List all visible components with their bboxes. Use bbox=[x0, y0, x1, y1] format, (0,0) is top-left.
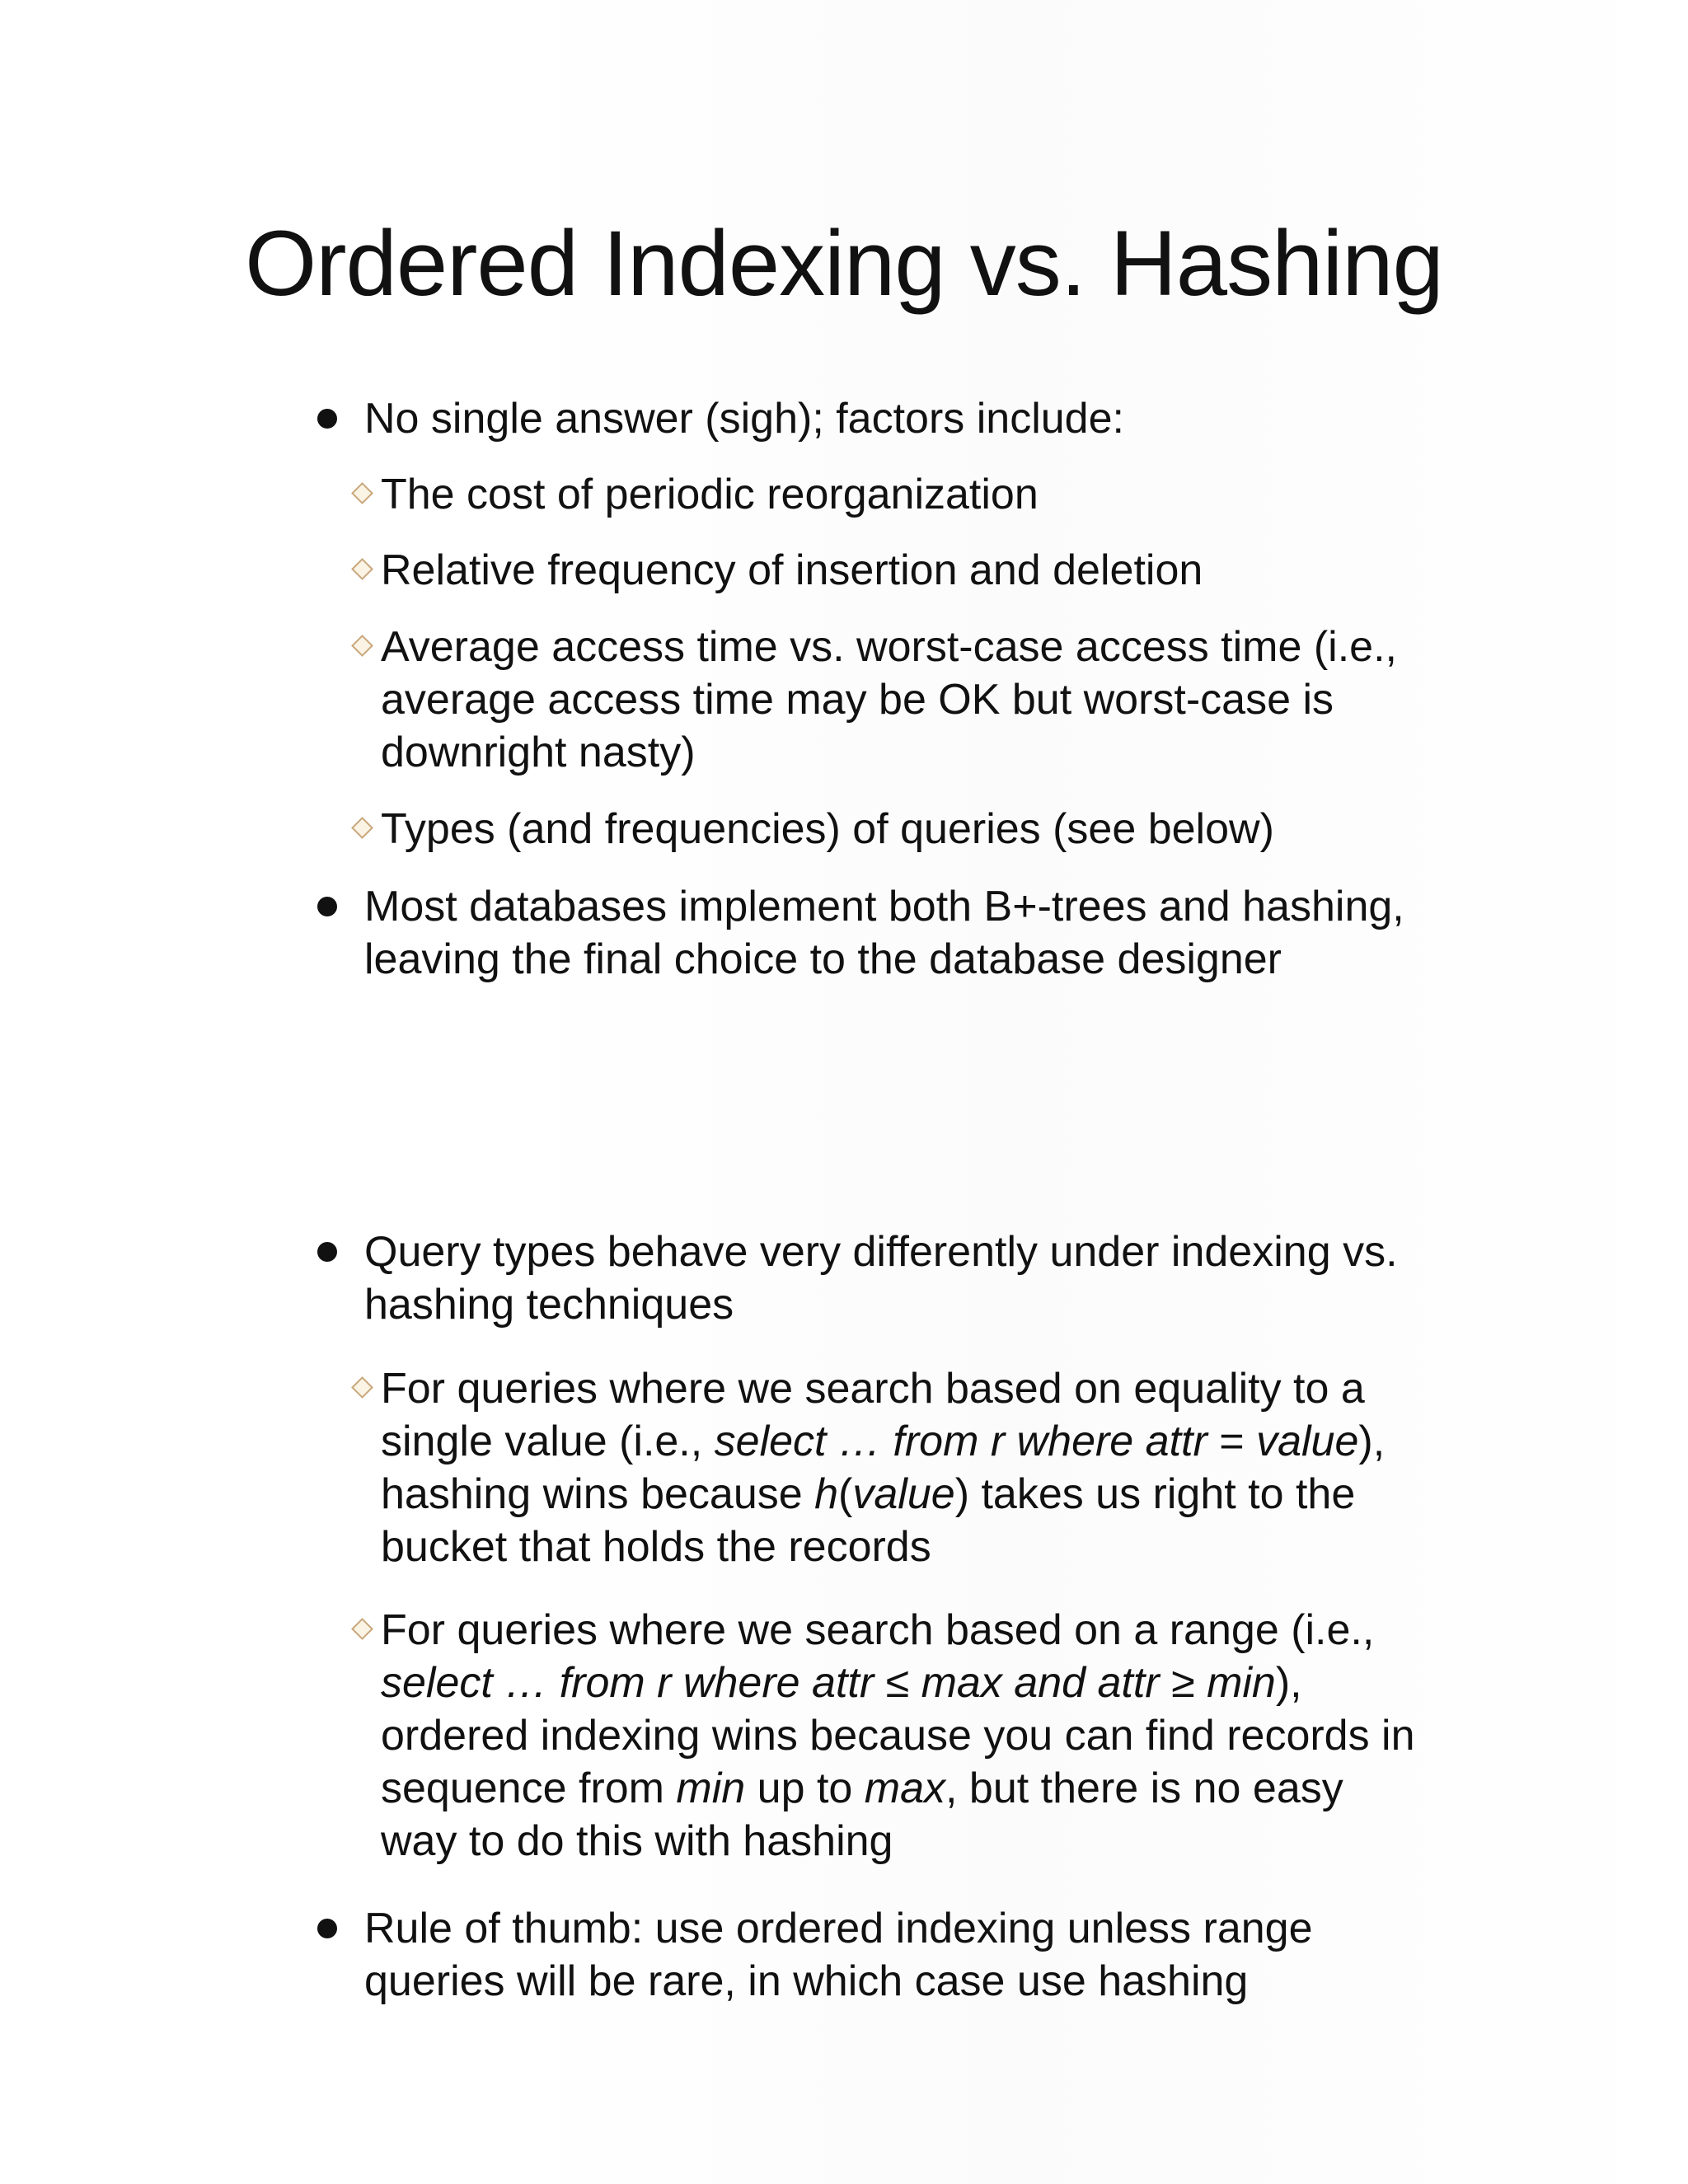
code-italic: value bbox=[1256, 1418, 1359, 1465]
text-run: ( bbox=[838, 1470, 853, 1518]
sub-bullet-line: downright nasty) bbox=[381, 729, 696, 776]
text-run: ≤ bbox=[874, 1659, 921, 1707]
text-run: hashing wins because bbox=[381, 1470, 815, 1518]
code-italic: h bbox=[814, 1470, 839, 1518]
sub-bullet-line: Average access time vs. worst-case access time (i.e., bbox=[381, 623, 1397, 671]
diamond-bullet-icon bbox=[351, 482, 373, 504]
text-run: single value (i.e., bbox=[381, 1418, 715, 1465]
text-run: = bbox=[1207, 1418, 1257, 1465]
text-run: ), bbox=[1275, 1659, 1302, 1707]
sub-bullet-line bbox=[381, 1468, 1419, 1521]
sub-bullet-line bbox=[381, 1415, 1419, 1468]
sub-bullet-access-time bbox=[381, 621, 1419, 779]
sub-bullet-line: For queries where we search based on a range (i.e., bbox=[381, 1606, 1375, 1654]
diamond-bullet-icon bbox=[351, 817, 373, 839]
code-italic: value bbox=[852, 1470, 955, 1518]
sub-bullet-range bbox=[381, 1604, 1419, 1868]
bullet-line: Query types behave very differently under indexing vs. bbox=[364, 1228, 1398, 1276]
code-italic: max bbox=[864, 1765, 946, 1812]
sub-bullet-line: ordered indexing wins because you can find records in bbox=[381, 1712, 1415, 1760]
code-italic: select … from r where attr bbox=[381, 1659, 874, 1707]
text-run: sequence from bbox=[381, 1765, 677, 1812]
bullet-line: Most databases implement both B+-trees and hashing, bbox=[364, 883, 1404, 930]
bullet-text: No single answer (sigh); factors include: bbox=[364, 395, 1124, 443]
sub-bullet-line bbox=[381, 1762, 1419, 1815]
diamond-bullet-icon bbox=[351, 1376, 373, 1399]
text-run: , but there is no easy bbox=[945, 1765, 1343, 1812]
sub-bullet-text: Relative frequency of insertion and deletion bbox=[381, 546, 1203, 594]
bullet-line: Rule of thumb: use ordered indexing unless range bbox=[364, 1905, 1313, 1952]
sub-bullet-text: Types (and frequencies) of queries (see below) bbox=[381, 805, 1274, 853]
code-italic: max and attr bbox=[921, 1659, 1160, 1707]
diamond-bullet-icon bbox=[351, 635, 373, 657]
sub-bullet-text: The cost of periodic reorganization bbox=[381, 471, 1039, 518]
text-run: ) takes us right to the bbox=[954, 1470, 1356, 1518]
bullet-line: hashing techniques bbox=[364, 1281, 734, 1329]
text-run: ≥ bbox=[1159, 1659, 1207, 1707]
bullet-rule-of-thumb bbox=[364, 1902, 1419, 2008]
slide-title: Ordered Indexing vs. Hashing bbox=[245, 212, 1443, 315]
code-italic: min bbox=[1207, 1659, 1276, 1707]
bullet-databases bbox=[364, 880, 1419, 986]
bullet-dot bbox=[317, 1242, 337, 1262]
bullet-dot bbox=[317, 409, 337, 429]
sub-bullet-query-types bbox=[381, 803, 1419, 855]
code-italic: select … from r where attr bbox=[714, 1418, 1207, 1465]
sub-bullet-line: bucket that holds the records bbox=[381, 1523, 931, 1571]
code-italic: min bbox=[676, 1765, 746, 1812]
sub-bullet-line bbox=[381, 1657, 1419, 1709]
bullet-factors bbox=[364, 392, 1419, 445]
diamond-bullet-icon bbox=[351, 1618, 373, 1640]
sub-bullet-line: average access time may be OK but worst-case is bbox=[381, 676, 1334, 724]
text-run: up to bbox=[745, 1765, 865, 1812]
sub-bullet-line: way to do this with hashing bbox=[381, 1817, 893, 1865]
sub-bullet-frequency bbox=[381, 544, 1419, 597]
sub-bullet-line: For queries where we search based on equality to a bbox=[381, 1365, 1365, 1413]
sub-bullet-equality bbox=[381, 1362, 1419, 1573]
bullet-line: queries will be rare, in which case use hashing bbox=[364, 1957, 1249, 2005]
bullet-query-types bbox=[364, 1226, 1419, 1331]
bullet-dot bbox=[317, 897, 337, 916]
bullet-line: leaving the final choice to the database designer bbox=[364, 935, 1282, 983]
sub-bullet-reorganization bbox=[381, 468, 1419, 521]
text-run: ), bbox=[1358, 1418, 1386, 1465]
diamond-bullet-icon bbox=[351, 558, 373, 580]
bullet-dot bbox=[317, 1919, 337, 1938]
